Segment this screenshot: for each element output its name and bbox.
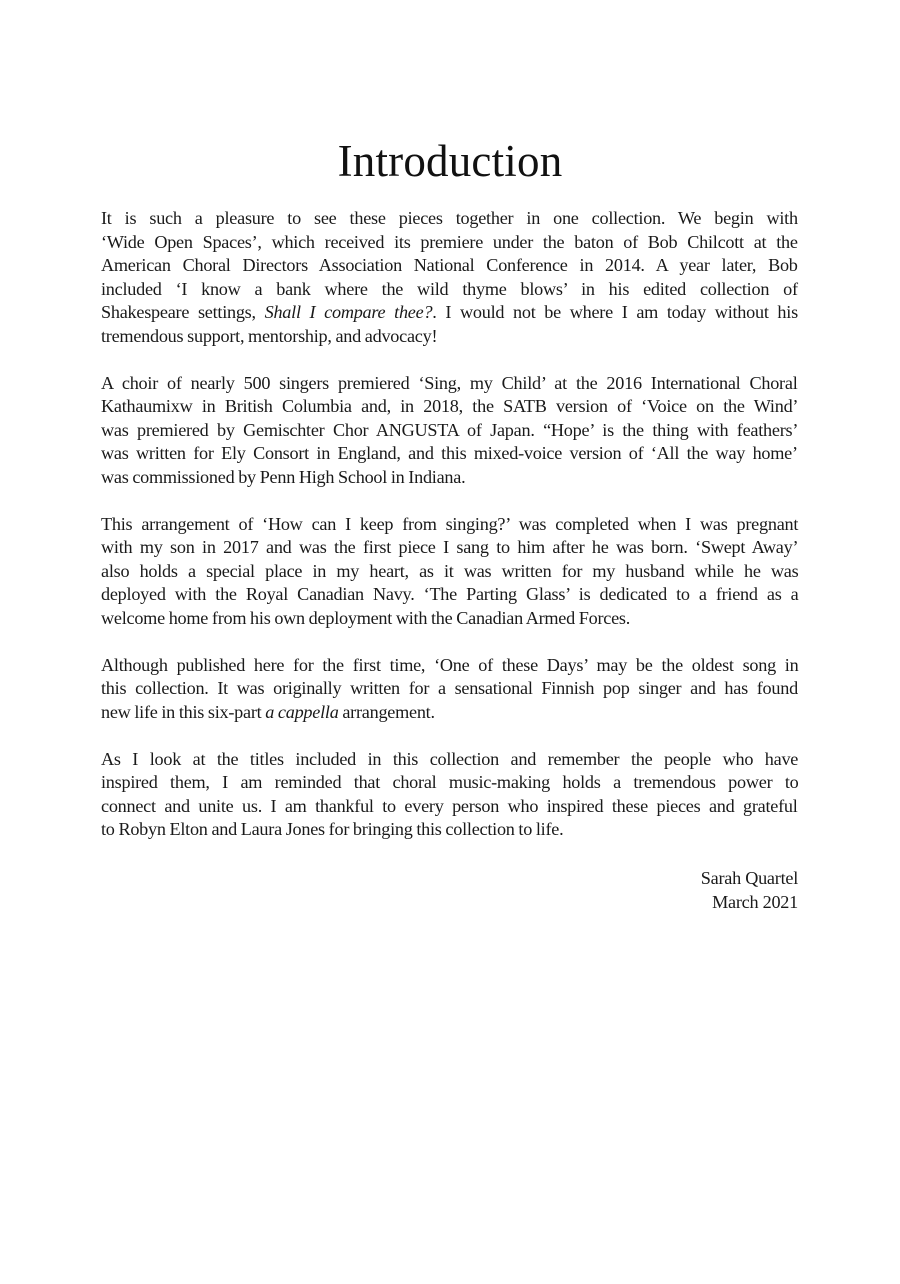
paragraph	[101, 513, 798, 631]
italic-title: Shall I compare thee?	[264, 302, 433, 322]
paragraph	[101, 748, 798, 842]
text-line	[101, 795, 798, 819]
text-segment: It is such a pleasure to see these pieces together in one collection. We begin with	[101, 208, 798, 228]
text-line	[101, 654, 798, 678]
text-segment: deployed with the Royal Canadian Navy. ‘The Parting Glass’ is dedicated to a friend as a	[101, 584, 799, 604]
text-segment: arrangement.	[338, 701, 435, 722]
text-line	[101, 748, 798, 772]
text-segment: tremendous support, mentorship, and advocacy!	[101, 325, 438, 346]
text-segment: Although published here for the first time, ‘One of these Days’ may be the oldest song in	[101, 654, 799, 675]
author-name: Sarah Quartel	[700, 868, 798, 888]
paragraph	[101, 654, 798, 725]
signature-date: March 2021	[712, 891, 798, 912]
text-segment: American Choral Directors Association National Conference in 2014. A year later, Bob	[101, 255, 798, 275]
text-segment: ‘Wide Open Spaces’, which received its premiere under the baton of Bob Chilcott at the	[101, 231, 798, 252]
text-segment: with my son in 2017 and was the first piece I sang to him after he was born. ‘Swept Away’	[101, 537, 799, 557]
text-line	[101, 372, 798, 396]
text-line	[101, 607, 798, 631]
text-line	[101, 536, 798, 560]
text-segment: welcome home from his own deployment with the Canadian Armed Forces.	[101, 607, 631, 628]
text-line	[101, 395, 798, 419]
text-line	[101, 325, 798, 349]
paragraph	[101, 372, 798, 490]
text-line	[101, 419, 798, 443]
text-segment: was commissioned by Penn High School in Indiana.	[101, 466, 466, 487]
text-line	[101, 207, 798, 231]
text-line	[101, 560, 798, 584]
text-line	[101, 677, 798, 701]
text-line	[101, 254, 798, 278]
text-segment: included ‘I know a bank where the wild thyme blows’ in his edited collection of	[101, 278, 798, 299]
italic-title: a cappella	[265, 701, 339, 722]
introduction-body	[101, 207, 798, 865]
text-segment: connect and unite us. I am thankful to every person who inspired these pieces and grateful	[101, 795, 798, 816]
text-line	[101, 771, 798, 795]
text-line	[101, 513, 798, 537]
text-segment: was premiered by Gemischter Chor ANGUSTA of Japan. “Hope’ is the thing with feathers’	[101, 419, 799, 440]
text-segment: to Robyn Elton and Laura Jones for bringing this collection to life.	[101, 819, 564, 839]
text-segment: also holds a special place in my heart, as it was written for my husband while he was	[101, 560, 799, 581]
text-segment: Kathaumixw in British Columbia and, in 2018, the SATB version of ‘Voice on the Wind’	[101, 396, 799, 416]
text-line	[101, 278, 798, 302]
text-line	[101, 301, 798, 325]
paragraph	[101, 207, 798, 348]
text-line	[101, 442, 798, 466]
page-title: Introduction	[337, 136, 563, 186]
text-line	[101, 583, 798, 607]
text-segment: As I look at the titles included in this collection and remember the people who have	[101, 748, 799, 769]
text-segment: this collection. It was originally written for a sensational Finnish pop singer and has found	[101, 678, 798, 698]
text-line	[101, 701, 798, 725]
text-line	[101, 231, 798, 255]
text-segment: Shakespeare settings,	[101, 302, 265, 322]
text-line	[101, 818, 798, 842]
text-segment: . I would not be where I am today without his	[432, 302, 798, 322]
text-segment: This arrangement of ‘How can I keep from singing?’ was completed when I was pregnant	[101, 513, 799, 534]
text-segment: new life in this six-part	[101, 701, 266, 722]
text-segment: was written for Ely Consort in England, and this mixed-voice version of ‘All the way home’	[101, 443, 798, 463]
text-segment: A choir of nearly 500 singers premiered ‘Sing, my Child’ at the 2016 International Choral	[101, 372, 798, 393]
text-segment: inspired them, I am reminded that choral music-making holds a tremendous power to	[101, 772, 799, 792]
signature-block	[701, 867, 798, 914]
text-line	[101, 466, 798, 490]
